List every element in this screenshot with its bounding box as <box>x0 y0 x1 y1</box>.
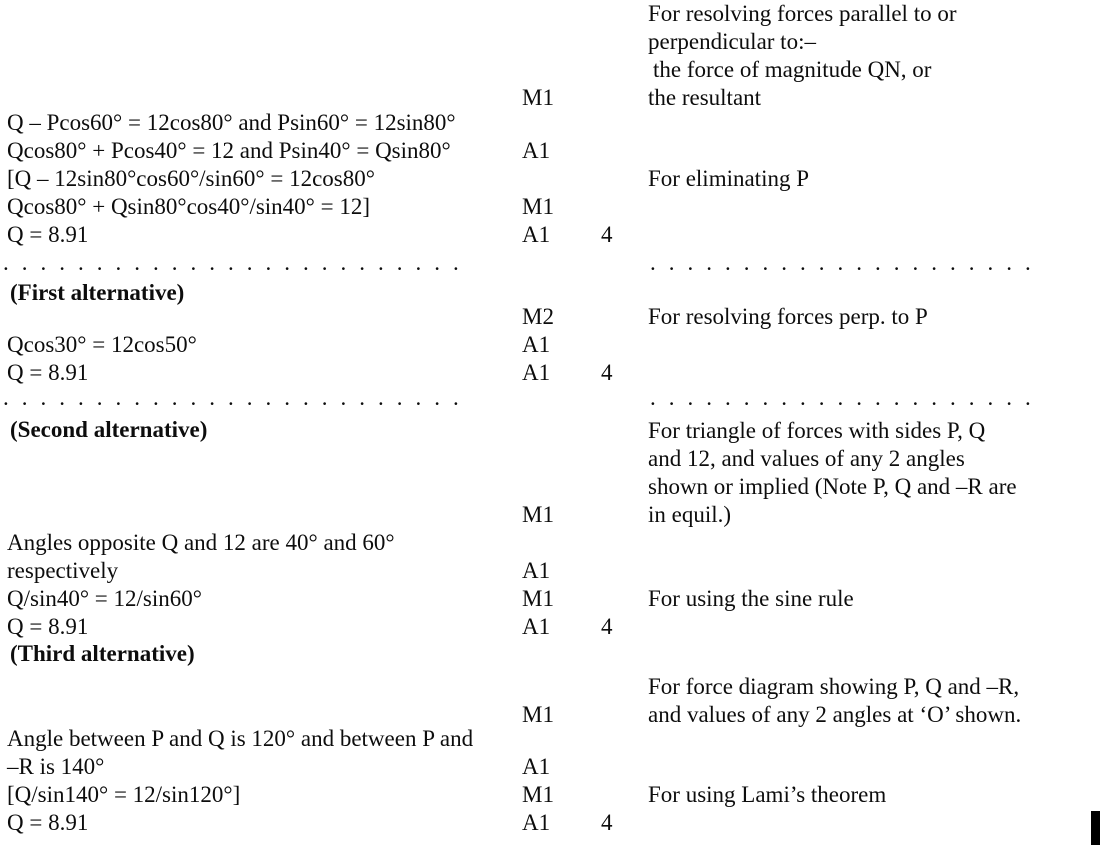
mark-label: M1 <box>522 194 554 219</box>
comment-line: and values of any 2 angles at ‘O’ shown. <box>648 702 1022 727</box>
mark-label: A1 <box>522 754 551 779</box>
comment-line: For using the sine rule <box>648 586 854 611</box>
work-line: Q/sin40° = 12/sin60° <box>7 586 202 611</box>
dotted-separator: ..................... <box>650 385 1044 410</box>
dotted-separator: ......................... <box>3 385 472 410</box>
work-line: –R is 140° <box>7 754 105 779</box>
work-line: Q – Pcos60° = 12cos80° and Psin60° = 12sin80° <box>7 110 456 135</box>
total-marks: 4 <box>601 614 613 639</box>
comment-line: perpendicular to:– <box>648 29 816 54</box>
mark-label: M2 <box>522 304 554 329</box>
work-line: Q = 8.91 <box>7 810 89 835</box>
total-marks: 4 <box>601 810 613 835</box>
section-heading: (Second alternative) <box>10 417 208 442</box>
dotted-separator: ..................... <box>650 250 1044 275</box>
comment-line: shown or implied (Note P, Q and –R are <box>648 474 1017 499</box>
mark-label: M1 <box>522 782 554 807</box>
work-line: Q = 8.91 <box>7 360 89 385</box>
work-line: Q = 8.91 <box>7 222 89 247</box>
work-line: Qcos80° + Qsin80°cos40°/sin40° = 12] <box>7 194 371 219</box>
dotted-separator: ......................... <box>3 250 472 275</box>
comment-line: the force of magnitude QN, or <box>653 57 932 82</box>
mark-label: A1 <box>522 810 551 835</box>
mark-label: A1 <box>522 332 551 357</box>
work-line: Angles opposite Q and 12 are 40° and 60° <box>7 530 395 555</box>
comment-line: and 12, and values of any 2 angles <box>648 446 965 471</box>
work-line: [Q/sin140° = 12/sin120°] <box>7 782 241 807</box>
comment-line: For using Lami’s theorem <box>648 782 887 807</box>
total-marks: 4 <box>601 360 613 385</box>
mark-label: A1 <box>522 614 551 639</box>
mark-label: A1 <box>522 360 551 385</box>
work-line: Angle between P and Q is 120° and between P and <box>7 726 474 751</box>
section-heading: (First alternative) <box>10 280 185 305</box>
comment-line: the resultant <box>648 85 762 110</box>
mark-label: M1 <box>522 502 554 527</box>
work-line: respectively <box>7 558 119 583</box>
work-line: [Q – 12sin80°cos60°/sin60° = 12cos80° <box>7 166 375 191</box>
mark-label: A1 <box>522 222 551 247</box>
work-line: Q = 8.91 <box>7 614 89 639</box>
comment-line: For force diagram showing P, Q and –R, <box>648 674 1020 699</box>
comment-line: For triangle of forces with sides P, Q <box>648 418 986 443</box>
mark-label: A1 <box>522 558 551 583</box>
comment-line: For eliminating P <box>648 166 809 191</box>
mark-label: A1 <box>522 138 551 163</box>
work-line: Qcos30° = 12cos50° <box>7 332 197 357</box>
total-marks: 4 <box>601 222 613 247</box>
mark-label: M1 <box>522 586 554 611</box>
scan-artifact-bar <box>1091 811 1100 845</box>
mark-label: M1 <box>522 702 554 727</box>
comment-line: For resolving forces parallel to or <box>648 1 957 26</box>
mark-label: M1 <box>522 85 554 110</box>
work-line: Qcos80° + Pcos40° = 12 and Psin40° = Qsin80° <box>7 138 451 163</box>
comment-line: in equil.) <box>648 502 732 527</box>
section-heading: (Third alternative) <box>10 641 195 666</box>
comment-line: For resolving forces perp. to P <box>648 304 928 329</box>
